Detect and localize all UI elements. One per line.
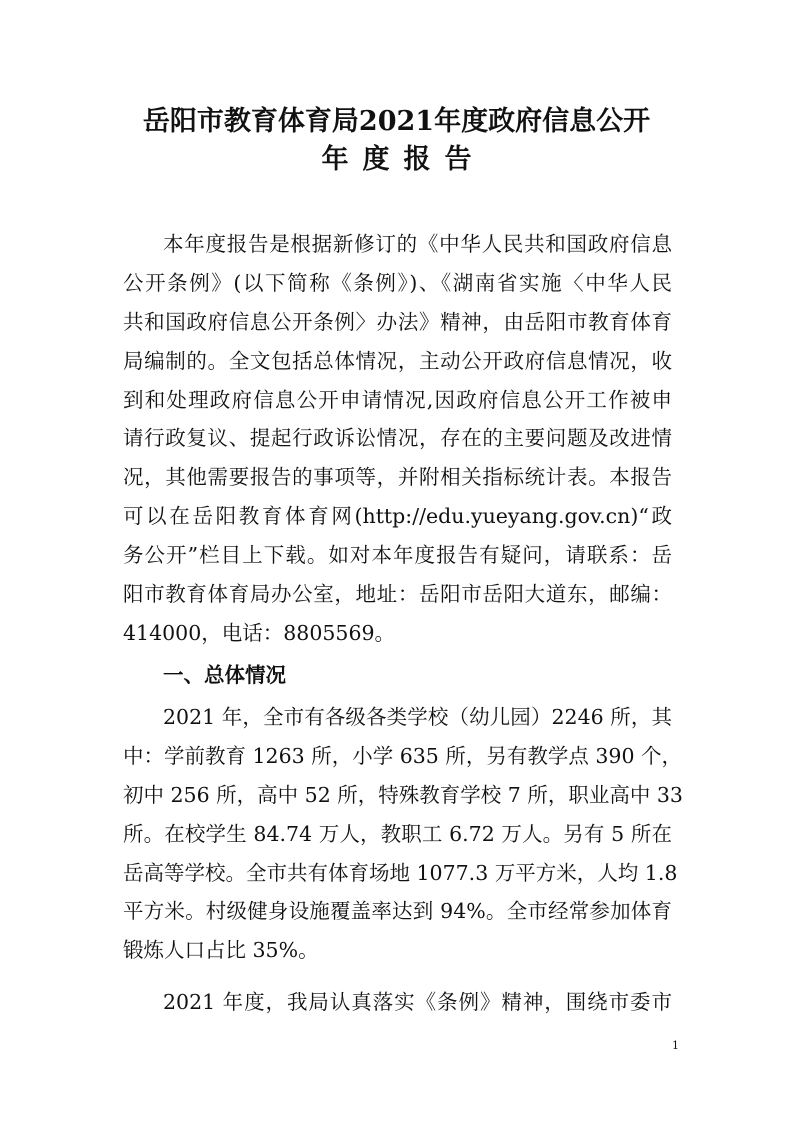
text-line: 本年度报告是根据新修订的《中华人民共和国政府信息	[163, 232, 672, 256]
text-line: 岳高等学校。全市共有体育场地 1077.3 万平方米，人均 1.8	[123, 860, 678, 885]
text-line: 务公开”栏目上下载。如对本年度报告有疑问，请联系：岳	[123, 543, 672, 568]
text-line: 所。在校学生 84.74 万人，教职工 6.72 万人。另有 5 所在	[123, 821, 672, 846]
text-line: 2021 年，全市有各级各类学校（幼儿园）2246 所，其	[163, 705, 672, 729]
text-line: 初中 256 所，高中 52 所，特殊教育学校 7 所，职业高中 33	[123, 782, 683, 807]
text-line: 中：学前教育 1263 所，小学 635 所，另有教学点 390 个，	[123, 743, 683, 768]
text-line: 公开条例》(以下简称《条例》)、《湖南省实施〈中华人民	[123, 270, 672, 295]
text-line: 2021 年度，我局认真落实《条例》精神，围绕市委市	[163, 990, 672, 1014]
text-line: 阳市教育体育局办公室，地址：岳阳市岳阳大道东，邮编：	[123, 582, 672, 607]
document-subtitle: 年度报告	[321, 144, 486, 175]
text-line: 可以在岳阳教育体育网(http://edu.yueyang.gov.cn)“政	[123, 504, 672, 529]
text-line: 共和国政府信息公开条例〉办法》精神，由岳阳市教育体育	[123, 309, 672, 334]
text-line: 局编制的。全文包括总体情况，主动公开政府信息情况，收	[123, 348, 672, 373]
intro-paragraph	[123, 225, 672, 653]
text-line: 到和处理政府信息公开申请情况,因政府信息公开工作被申	[123, 387, 672, 412]
text-line: 况，其他需要报告的事项等，并附相关指标统计表。本报告	[123, 465, 672, 490]
text-line: 平方米。村级健身设施覆盖率达到 94%。全市经常参加体育	[123, 899, 672, 924]
text-line: 请行政复议、提起行政诉讼情况，存在的主要问题及改进情	[123, 426, 672, 451]
document-title: 岳阳市教育体育局2021年度政府信息公开	[142, 106, 651, 137]
overview-paragraph	[123, 698, 683, 970]
page-number: 1	[672, 1039, 679, 1052]
section-heading: 一、总体情况	[163, 663, 286, 687]
work-paragraph	[123, 983, 672, 1022]
text-line: 414000，电话：8805569。	[123, 620, 396, 645]
text-line: 锻炼人口占比 35%。	[123, 938, 319, 963]
